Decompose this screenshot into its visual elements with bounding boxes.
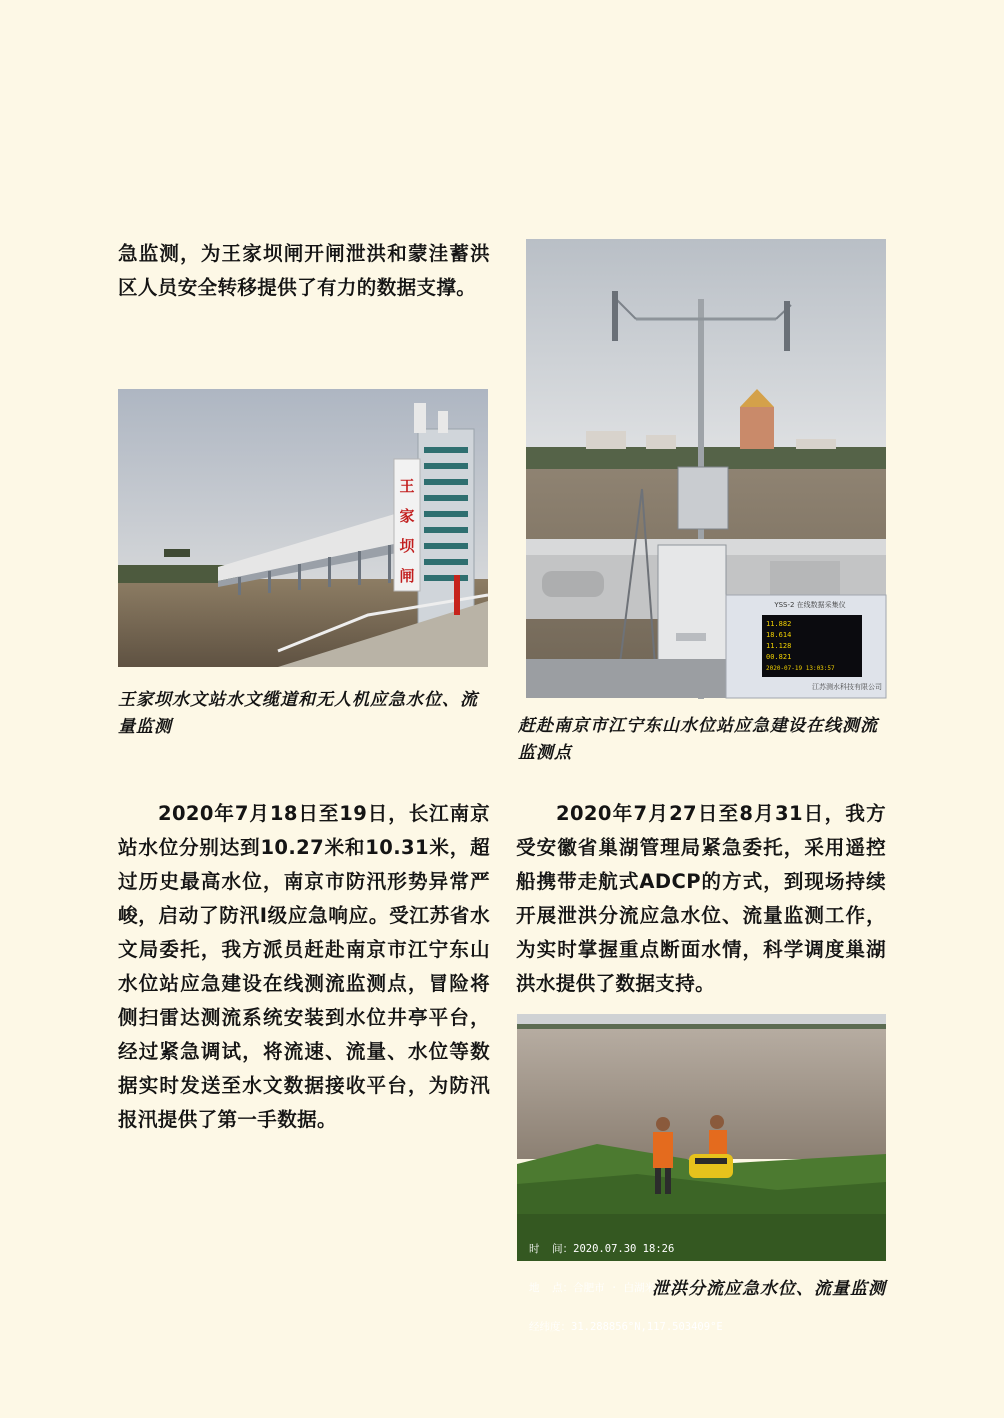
screen-line: 2020-07-19 13:03:57 bbox=[766, 665, 835, 672]
chaohu-caption: 泄洪分流应急水位、流量监测 bbox=[652, 1279, 886, 1299]
overlay-place: 地 点：合肥市 · 白湖米业烘干房 bbox=[529, 1282, 698, 1294]
screen-line: 11.882 bbox=[766, 620, 792, 628]
sign-char: 闸 bbox=[399, 567, 415, 585]
device-brand: 江苏测水科技有限公司 bbox=[812, 683, 882, 691]
chaohu-paragraph: 2020年7月27日至8月31日，我方受安徽省巢湖管理局紧急委托，采用遥控船携带走航式ADCP的方式，到现场持续开展泄洪分流应急水位、流量监测工作，为实时掌握重点断面水情，科学调度巢湖洪水提供了数据支持。 bbox=[516, 802, 886, 995]
dongshan-station-photo bbox=[526, 239, 886, 698]
screen-line: 18.614 bbox=[766, 631, 792, 639]
intro-paragraph: 急监测，为王家坝闸开闸泄洪和蒙洼蓄洪区人员安全转移提供了有力的数据支撑。 bbox=[118, 242, 490, 299]
nanjing-paragraph: 2020年7月18日至19日，长江南京站水位分别达到10.27米和10.31米，超过历史最高水位，南京市防汛形势异常严峻，启动了防汛Ⅰ级应急响应。受江苏省水文局委托，我方派员赶赴南京市江宁东山水位站应急建设在线测流监测点，冒险将侧扫雷达测流系统安装到水位井亭平台，经过紧急调试，将流速、流量、水位等数据实时发送至水文数据接收平台，为防汛报汛提供了第一手数据。 bbox=[118, 802, 490, 1131]
wangjiaba-station-photo bbox=[118, 389, 488, 667]
wangjiaba-caption: 王家坝水文站水文缆道和无人机应急水位、流量监测 bbox=[118, 690, 478, 737]
screen-line: 11.128 bbox=[766, 642, 792, 650]
sign-char: 家 bbox=[399, 507, 415, 525]
screen-title: YSS-2 在线数据采集仪 bbox=[774, 601, 846, 609]
overlay-coords: 经纬度：31.288856°N,117.503409°E bbox=[529, 1321, 723, 1333]
sign-char: 坝 bbox=[399, 537, 415, 555]
dongshan-caption: 赶赴南京市江宁东山水位站应急建设在线测流监测点 bbox=[518, 716, 878, 763]
sign-char: 王 bbox=[399, 477, 415, 495]
screen-line: 00.821 bbox=[766, 653, 792, 661]
overlay-time: 时 间：2020.07.30 18:26 bbox=[529, 1243, 675, 1255]
